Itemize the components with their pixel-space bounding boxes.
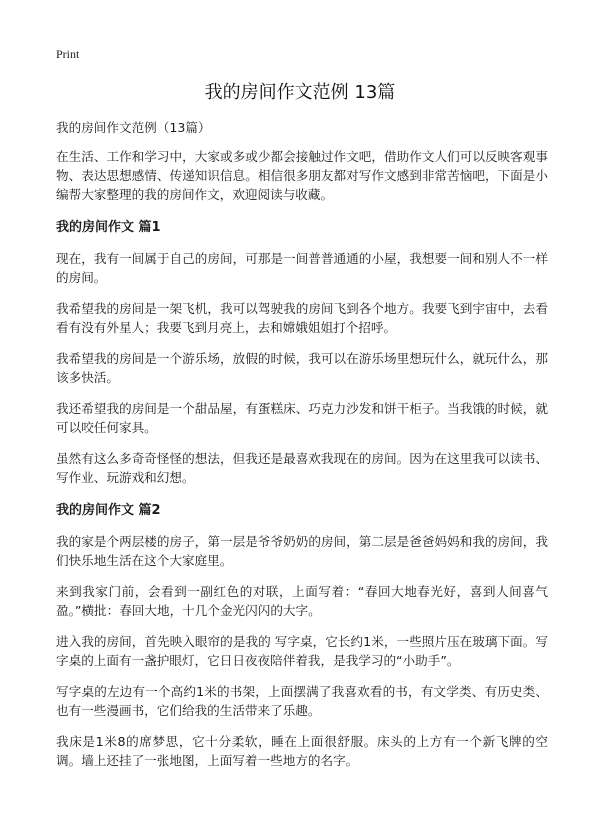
- section-2-paragraph: 我的家是个两层楼的房子，第一层是爷爷奶奶的房间，第二层是爸爸妈妈和我的房间，我们快乐地生活在这个大家庭里。: [56, 534, 548, 568]
- article-body: [56, 118, 548, 770]
- page-title: 我的房间作文范例 13篇: [204, 82, 396, 103]
- print-link[interactable]: Print: [56, 47, 80, 61]
- article-subtitle: 我的房间作文范例（13篇）: [56, 120, 211, 135]
- section-2-paragraph: 进入我的房间，首先映入眼帘的是我的 写字桌，它长约1米，一些照片压在玻璃下面。写字桌的上面有一盏护眼灯，它日日夜夜陪伴着我，是我学习的“小助手”。: [56, 634, 548, 668]
- section-2-paragraph: 我床是1米8的席梦思，它十分柔软，睡在上面很舒服。床头的上方有一个新飞牌的空调。墙上还挂了一张地图，上面写着一些地方的名字。: [56, 734, 548, 768]
- section-1-paragraph: 我希望我的房间是一个游乐场，放假的时候，我可以在游乐场里想玩什么，就玩什么，那该多快活。: [56, 351, 548, 385]
- section-1-paragraph: 我还希望我的房间是一个甜品屋，有蛋糕床、巧克力沙发和饼干柜子。当我饿的时候，就可以咬任何家具。: [56, 401, 548, 435]
- intro-paragraph: 在生活、工作和学习中，大家或多或少都会接触过作文吧，借助作文人们可以反映客观事物、表达思想感情、传递知识信息。相信很多朋友都对写作文感到非常苦恼吧，下面是小编帮大家整理的我的房间作文，欢迎阅读与收藏。: [56, 149, 548, 202]
- section-1-paragraph: 现在，我有一间属于自己的房间，可那是一间普普通通的小屋，我想要一间和别人不一样的房间。: [56, 251, 548, 285]
- section-2-paragraph: 写字桌的左边有一个高约1米的书架，上面摆满了我喜欢看的书，有文学类、有历史类、也有一些漫画书，它们给我的生活带来了乐趣。: [56, 684, 548, 718]
- section-1-paragraph: 虽然有这么多奇奇怪怪的想法，但我还是最喜欢我现在的房间。因为在这里我可以读书、写作业、玩游戏和幻想。: [56, 451, 548, 485]
- section-1-paragraph: 我希望我的房间是一架飞机，我可以驾驶我的房间飞到各个地方。我要飞到宇宙中，去看看有没有外星人；我要飞到月亮上，去和嫦娥姐姐打个招呼。: [56, 301, 548, 335]
- section-2-paragraph: 来到我家门前，会看到一副红色的对联，上面写着：“春回大地春光好，喜到人间喜气盈。”横批：春回大地，十几个金光闪闪的大字。: [56, 584, 548, 618]
- section-heading-2: 我的房间作文 篇2: [56, 503, 161, 518]
- section-heading-1: 我的房间作文 篇1: [56, 220, 161, 235]
